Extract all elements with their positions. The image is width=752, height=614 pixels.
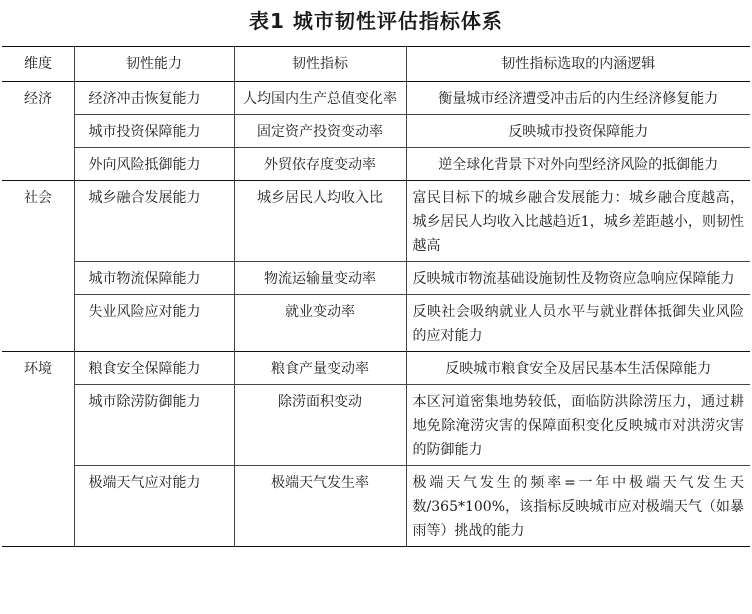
table-row (2, 466, 750, 547)
logic-cell: 本区河道密集地势较低，面临防洪除涝压力，通过耕地免除淹涝灾害的保障面积变化反映城市对洪涝灾害的防御能力 (406, 385, 750, 466)
dimension-cell (2, 385, 74, 466)
logic-cell: 衡量城市经济遭受冲击后的内生经济修复能力 (406, 82, 750, 115)
table-row (2, 295, 750, 352)
logic-cell: 反映社会吸纳就业人员水平与就业群体抵御失业风险的应对能力 (406, 295, 750, 352)
indicator-cell: 极端天气发生率 (234, 466, 406, 547)
logic-cell: 反映城市投资保障能力 (406, 115, 750, 148)
dimension-cell: 经济 (2, 82, 74, 115)
indicator-cell: 就业变动率 (234, 295, 406, 352)
indicator-cell: 外贸依存度变动率 (234, 148, 406, 181)
dimension-cell (2, 262, 74, 295)
capability-cell: 外向风险抵御能力 (74, 148, 234, 181)
header-dimension: 维度 (2, 47, 74, 82)
table-row (2, 181, 750, 262)
indicator-cell: 人均国内生产总值变化率 (234, 82, 406, 115)
table-row (2, 148, 750, 181)
capability-cell: 城市投资保障能力 (74, 115, 234, 148)
capability-cell: 城市物流保障能力 (74, 262, 234, 295)
header-capability: 韧性能力 (74, 47, 234, 82)
table-row (2, 385, 750, 466)
capability-cell: 经济冲击恢复能力 (74, 82, 234, 115)
table-row (2, 82, 750, 115)
logic-cell: 反映城市粮食安全及居民基本生活保障能力 (406, 352, 750, 385)
resilience-index-table (2, 46, 750, 547)
indicator-cell: 物流运输量变动率 (234, 262, 406, 295)
capability-cell: 极端天气应对能力 (74, 466, 234, 547)
logic-cell: 极端天气发生的频率=一年中极端天气发生天数/365*100%，该指标反映城市应对极端天气（如暴雨等）挑战的能力 (406, 466, 750, 547)
logic-cell: 逆全球化背景下对外向型经济风险的抵御能力 (406, 148, 750, 181)
indicator-cell: 除涝面积变动 (234, 385, 406, 466)
logic-cell: 反映城市物流基础设施韧性及物资应急响应保障能力 (406, 262, 750, 295)
dimension-cell (2, 115, 74, 148)
header-indicator: 韧性指标 (234, 47, 406, 82)
dimension-cell (2, 466, 74, 547)
capability-cell: 城市除涝防御能力 (74, 385, 234, 466)
indicator-cell: 粮食产量变动率 (234, 352, 406, 385)
header-logic: 韧性指标选取的内涵逻辑 (406, 47, 750, 82)
capability-cell: 城乡融合发展能力 (74, 181, 234, 262)
dimension-cell (2, 295, 74, 352)
capability-cell: 失业风险应对能力 (74, 295, 234, 352)
logic-cell: 富民目标下的城乡融合发展能力：城乡融合度越高，城乡居民人均收入比越趋近1，城乡差距越小，则韧性越高 (406, 181, 750, 262)
indicator-cell: 城乡居民人均收入比 (234, 181, 406, 262)
indicator-cell: 固定资产投资变动率 (234, 115, 406, 148)
dimension-cell (2, 148, 74, 181)
table-title: 表1 城市韧性评估指标体系 (249, 9, 503, 33)
table-row (2, 262, 750, 295)
table-row (2, 352, 750, 385)
dimension-cell: 环境 (2, 352, 74, 385)
dimension-cell: 社会 (2, 181, 74, 262)
table-header-row (2, 47, 750, 82)
capability-cell: 粮食安全保障能力 (74, 352, 234, 385)
table-row (2, 115, 750, 148)
